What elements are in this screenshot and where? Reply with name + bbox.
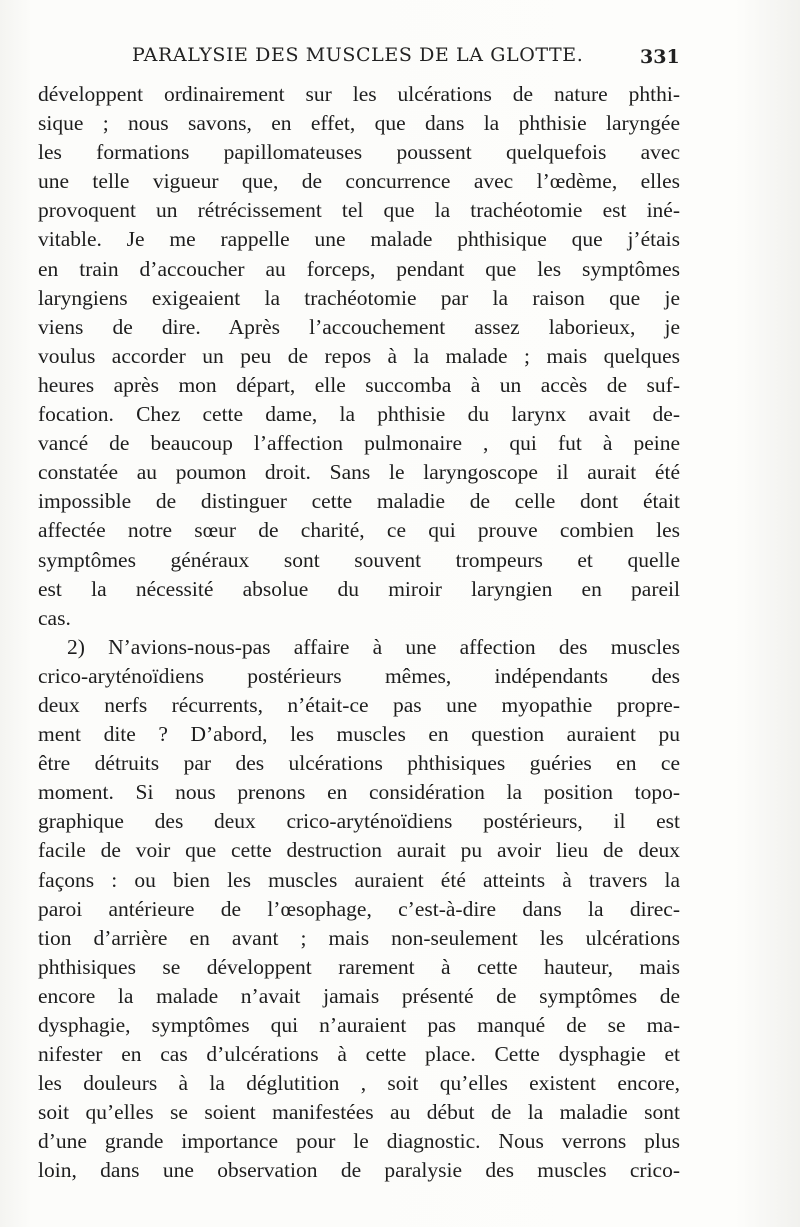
text-line: vitable. Je me rappelle une malade phthisique que j’étais xyxy=(38,227,680,252)
paragraph-start-line: 2) N’avions-nous-pas affaire à une affection des muscles xyxy=(67,634,680,659)
text-line: deux nerfs récurrents, n’était-ce pas une myopathie propre- xyxy=(38,692,680,717)
text-line: soit qu’elles se soient manifestées au début de la maladie sont xyxy=(38,1100,680,1125)
text-line: encore la malade n’avait jamais présenté de symptômes de xyxy=(38,983,680,1008)
text-line: être détruits par des ulcérations phthisiques guéries en ce xyxy=(38,751,680,776)
text-line: vancé de beaucoup l’affection pulmonaire , qui fut à peine xyxy=(38,431,680,456)
text-line: façons : ou bien les muscles auraient été atteints à travers la xyxy=(38,867,680,892)
running-title: PARALYSIE DES MUSCLES DE LA GLOTTE. xyxy=(132,44,584,66)
text-line: affectée notre sœur de charité, ce qui prouve combien les xyxy=(38,518,680,543)
text-line: constatée au poumon droit. Sans le laryngoscope il aurait été xyxy=(38,460,680,485)
text-line: les douleurs à la déglutition , soit qu’elles existent encore, xyxy=(38,1071,680,1096)
text-line: sique ; nous savons, en effet, que dans la phthisie laryngée xyxy=(38,111,680,136)
text-line: focation. Chez cette dame, la phthisie du larynx avait de- xyxy=(38,402,680,427)
text-line: cas. xyxy=(38,605,71,630)
text-line: les formations papillomateuses poussent quelquefois avec xyxy=(38,140,680,165)
text-line: ment dite ? D’abord, les muscles en question auraient pu xyxy=(38,722,680,747)
text-line: provoquent un rétrécissement tel que la trachéotomie est iné- xyxy=(38,198,680,223)
text-line: laryngiens exigeaient la trachéotomie par la raison que je xyxy=(38,285,680,310)
page-number: 331 xyxy=(640,46,680,68)
text-line: loin, dans une observation de paralysie des muscles crico- xyxy=(38,1158,680,1183)
text-line: facile de voir que cette destruction aurait pu avoir lieu de deux xyxy=(38,838,680,863)
text-line: une telle vigueur que, de concurrence avec l’œdème, elles xyxy=(38,169,680,194)
text-line: viens de dire. Après l’accouchement assez laborieux, je xyxy=(38,314,680,339)
text-line: est la nécessité absolue du miroir laryngien en pareil xyxy=(38,576,680,601)
text-line: paroi antérieure de l’œsophage, c’est-à-dire dans la direc- xyxy=(38,896,680,921)
text-line: voulus accorder un peu de repos à la malade ; mais quelques xyxy=(38,343,680,368)
text-line: d’une grande importance pour le diagnostic. Nous verrons plus xyxy=(38,1129,680,1154)
text-line: en train d’accoucher au forceps, pendant que les symptômes xyxy=(38,256,680,281)
body-text xyxy=(38,80,680,1186)
text-line: impossible de distinguer cette maladie de celle dont était xyxy=(38,489,680,514)
text-line: développent ordinairement sur les ulcérations de nature phthi- xyxy=(38,82,680,106)
text-line: heures après mon départ, elle succomba à un accès de suf- xyxy=(38,372,680,397)
text-line: moment. Si nous prenons en considération la position topo- xyxy=(38,780,680,805)
text-line: tion d’arrière en avant ; mais non-seulement les ulcérations xyxy=(38,925,680,950)
text-line: crico-aryténoïdiens postérieurs mêmes, indépendants des xyxy=(38,663,680,688)
text-line: graphique des deux crico-aryténoïdiens postérieurs, il est xyxy=(38,809,680,834)
text-line: phthisiques se développent rarement à cette hauteur, mais xyxy=(38,954,680,979)
text-line: symptômes généraux sont souvent trompeurs et quelle xyxy=(38,547,680,572)
text-line: nifester en cas d’ulcérations à cette place. Cette dysphagie et xyxy=(38,1042,680,1067)
text-line: dysphagie, symptômes qui n’auraient pas manqué de se ma- xyxy=(38,1013,680,1037)
